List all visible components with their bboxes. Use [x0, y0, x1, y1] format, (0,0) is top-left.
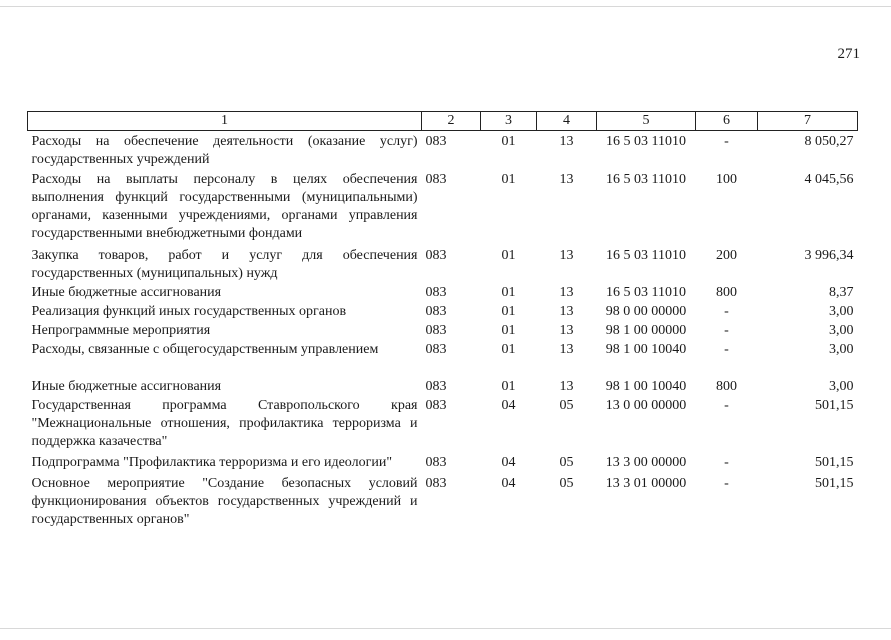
row-ministry-code: 083 [425, 172, 447, 187]
row-subsection: 13 [559, 304, 574, 319]
row-section: 01 [501, 285, 516, 300]
row-expense-type: - [724, 455, 729, 470]
table-row [28, 283, 858, 302]
column-header: 5 [597, 112, 696, 131]
row-section: 01 [501, 304, 516, 319]
scan-edge-top [0, 6, 891, 7]
row-expense-type: 800 [716, 379, 737, 394]
table-row [28, 472, 858, 529]
row-ministry-code: 083 [425, 323, 447, 338]
row-amount: 4 045,56 [804, 172, 854, 187]
table-row [28, 359, 858, 396]
table-row [28, 169, 858, 244]
row-name: Расходы на выплаты персоналу в целях обеспечения выполнения функций государственными (муниципальными) органами, казенными учреждениями, органами управления государственными внебюджетными фондами [31, 172, 418, 241]
row-target-article: 16 5 03 11010 [606, 172, 686, 187]
row-expense-type: 200 [716, 248, 737, 263]
row-ministry-code: 083 [425, 134, 447, 149]
row-subsection: 13 [559, 323, 574, 338]
row-section: 04 [501, 476, 516, 491]
row-ministry-code: 083 [425, 455, 447, 470]
row-subsection: 05 [559, 455, 574, 470]
row-subsection: 13 [559, 342, 574, 357]
scan-edge-bottom [0, 628, 891, 629]
row-target-article: 98 0 00 00000 [605, 304, 687, 319]
row-ministry-code: 083 [425, 398, 447, 413]
table-row [28, 396, 858, 451]
row-section: 01 [501, 134, 516, 149]
row-ministry-code: 083 [425, 342, 447, 357]
table-header-row [28, 112, 858, 131]
table-row [28, 302, 858, 321]
row-expense-type: - [724, 398, 729, 413]
row-name: Реализация функций иных государственных органов [31, 304, 347, 319]
row-ministry-code: 083 [425, 285, 447, 300]
row-amount: 8,37 [829, 285, 854, 300]
row-name: Иные бюджетные ассигнования [31, 285, 222, 300]
row-expense-type: - [724, 323, 729, 338]
row-ministry-code: 083 [425, 379, 447, 394]
row-expense-type: - [724, 476, 729, 491]
row-name: Подпрограмма "Профилактика терроризма и его идеологии" [31, 455, 393, 470]
row-amount: 3,00 [829, 323, 854, 338]
row-amount: 3,00 [829, 379, 854, 394]
row-name: Закупка товаров, работ и услуг для обеспечения государственных (муниципальных) нужд [31, 248, 418, 281]
row-subsection: 13 [559, 172, 574, 187]
row-ministry-code: 083 [425, 476, 447, 491]
row-amount: 3,00 [829, 304, 854, 319]
row-name: Основное мероприятие "Создание безопасных условий функционирования объектов государственных учреждений и государственных органов" [31, 476, 418, 527]
column-header: 4 [537, 112, 597, 131]
table-row [28, 244, 858, 283]
row-expense-type: 800 [716, 285, 737, 300]
row-expense-type: 100 [716, 172, 737, 187]
row-subsection: 13 [559, 285, 574, 300]
row-name: Расходы на обеспечение деятельности (оказание услуг) государственных учреждений [31, 134, 418, 167]
row-name: Расходы, связанные с общегосударственным управлением [31, 342, 379, 357]
table-row [28, 340, 858, 359]
row-name: Непрограммные мероприятия [31, 323, 211, 338]
row-section: 04 [501, 455, 516, 470]
row-target-article: 98 1 00 00000 [605, 323, 687, 338]
row-expense-type: - [724, 342, 729, 357]
row-target-article: 16 5 03 11010 [606, 248, 686, 263]
row-amount: 3 996,34 [804, 248, 854, 263]
row-section: 01 [501, 248, 516, 263]
table-row [28, 451, 858, 472]
row-section: 01 [501, 323, 516, 338]
row-target-article: 98 1 00 10040 [605, 379, 687, 394]
column-header: 1 [28, 112, 422, 131]
column-header: 3 [481, 112, 537, 131]
row-subsection: 13 [559, 134, 574, 149]
row-target-article: 13 3 01 00000 [605, 476, 687, 491]
row-expense-type: - [724, 304, 729, 319]
row-subsection: 05 [559, 398, 574, 413]
table-row [28, 321, 858, 340]
row-subsection: 05 [559, 476, 574, 491]
column-header: 2 [422, 112, 481, 131]
row-amount: 501,15 [815, 476, 854, 491]
row-section: 01 [501, 342, 516, 357]
row-name: Государственная программа Ставропольского края "Межнациональные отношения, профилактика терроризма и поддержка казачества" [31, 398, 418, 449]
row-ministry-code: 083 [425, 304, 447, 319]
row-ministry-code: 083 [425, 248, 447, 263]
row-target-article: 16 5 03 11010 [606, 134, 686, 149]
row-amount: 501,15 [815, 398, 854, 413]
row-target-article: 16 5 03 11010 [606, 285, 686, 300]
page-number: 271 [837, 46, 860, 62]
table-row [28, 131, 858, 170]
row-section: 01 [501, 379, 516, 394]
column-header: 7 [758, 112, 858, 131]
column-header: 6 [696, 112, 758, 131]
row-amount: 501,15 [815, 455, 854, 470]
row-subsection: 13 [559, 248, 574, 263]
row-section: 04 [501, 398, 516, 413]
row-amount: 3,00 [829, 342, 854, 357]
row-name: Иные бюджетные ассигнования [31, 379, 222, 394]
row-expense-type: - [724, 134, 729, 149]
row-target-article: 13 3 00 00000 [605, 455, 687, 470]
row-section: 01 [501, 172, 516, 187]
row-target-article: 98 1 00 10040 [605, 342, 687, 357]
row-amount: 8 050,27 [804, 134, 854, 149]
budget-table [27, 111, 858, 529]
row-subsection: 13 [559, 379, 574, 394]
row-target-article: 13 0 00 00000 [605, 398, 687, 413]
